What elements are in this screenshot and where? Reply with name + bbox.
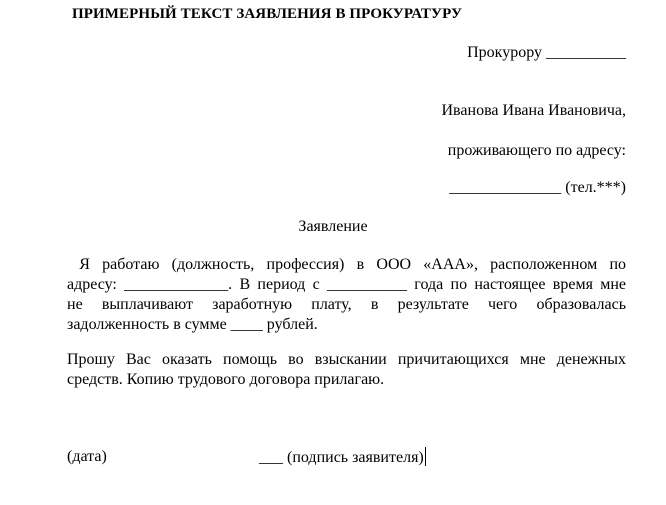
document-title: ПРИМЕРНЫЙ ТЕКСТ ЗАЯВЛЕНИЯ В ПРОКУРАТУРУ xyxy=(72,6,463,22)
signature-field: ___ (подпись заявителя) xyxy=(259,449,424,466)
statement-heading: Заявление xyxy=(298,218,368,235)
statement-paragraph-1 xyxy=(67,255,626,335)
paragraph-1-line: адресу: _____________. В период с __________ года по настоящее время мне xyxy=(67,276,626,293)
signature-block[interactable] xyxy=(259,447,426,467)
paragraph-2-line: средств. Копию трудового договора прилагаю. xyxy=(67,371,385,388)
phone-line: ______________ (тел.***) xyxy=(449,179,626,196)
date-field: (дата) xyxy=(67,448,107,465)
text-cursor xyxy=(425,447,426,466)
paragraph-2-line: Прошу Вас оказать помощь во взыскании причитающихся мне денежных xyxy=(67,351,626,368)
paragraph-1-line: Я работаю (должность, профессия) в ООО «ААА», расположенном по xyxy=(67,256,626,273)
recipient-line: Прокурору __________ xyxy=(467,44,626,61)
paragraph-1-line: не выплачивают заработную плату, в результате чего образовалась xyxy=(67,296,626,313)
statement-paragraph-2 xyxy=(67,350,626,390)
applicant-name: Иванова Ивана Ивановича, xyxy=(441,102,626,119)
address-label: проживающего по адресу: xyxy=(447,142,626,159)
paragraph-1-line: задолженность в сумме ____ рублей. xyxy=(67,316,318,333)
